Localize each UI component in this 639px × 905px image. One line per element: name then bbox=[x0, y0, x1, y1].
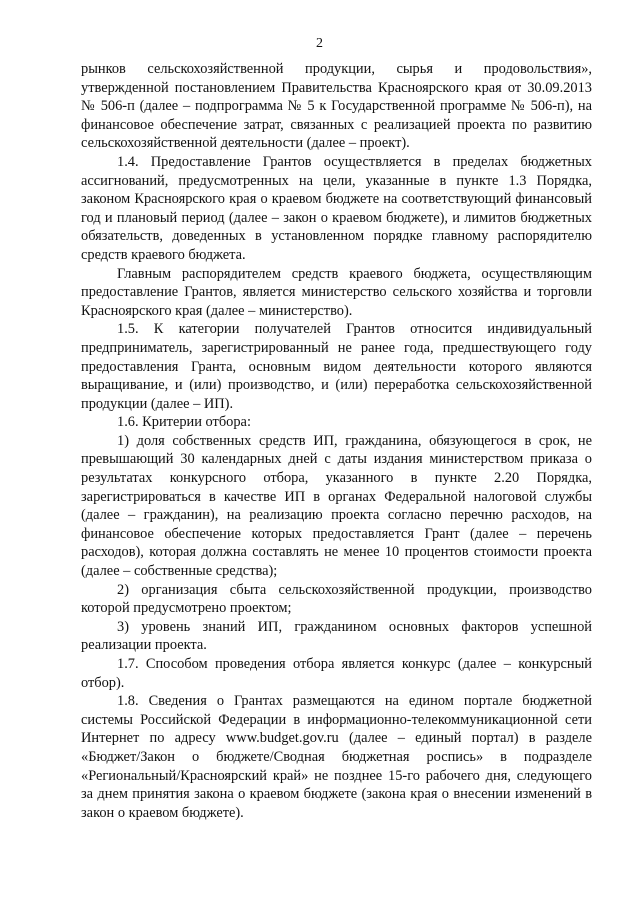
document-body bbox=[81, 60, 592, 822]
page-number: 2 bbox=[316, 36, 323, 51]
paragraph-1-7: 1.7. Способом проведения отбора является конкурс (далее – конкурсный отбор). bbox=[81, 656, 592, 691]
criterion-1: 1) доля собственных средств ИП, гражданина, обязующегося в срок, не превышающий 30 календарных дней с даты издания министерством приказа о результатах конкурсного отбора, указанного в пункте 2.20 Порядка, зарегистрироваться в качестве ИП в органах Федеральной налоговой службы (далее – гражданин), на реализацию проекта согласно перечню расходов, на финансовое обеспечение которых предоставляется Грант (далее – перечень расходов), которая должна составлять не менее 10 процентов стоимости проекта (далее – собственные средства); bbox=[81, 432, 592, 580]
paragraph-1-5: 1.5. К категории получателей Грантов относится индивидуальный предприниматель, зарегистрированный не ранее года, предшествующего году предоставления Гранта, основным видом деятельности которого являются выращивание, и (или) производство, и (или) переработка сельскохозяйственной продукции (далее – ИП). bbox=[81, 321, 592, 412]
paragraph-main-administrator: Главным распорядителем средств краевого бюджета, осуществляющим предоставление Грантов, является министерство сельского хозяйства и торговли Красноярского края (далее – министерство). bbox=[81, 265, 592, 319]
paragraph-1-6: 1.6. Критерии отбора: bbox=[117, 414, 251, 431]
paragraph-subprogram-continuation: рынков сельскохозяйственной продукции, сырья и продовольствия», утвержденной постановлением Правительства Красноярского края от 30.09.2013 № 506-п (далее – подпрограмма № 5 к Государственной программе № 506-п), на финансовое обеспечение затрат, связанных с реализацией проекта по развитию сельскохозяйственной деятельности (далее – проект). bbox=[81, 61, 592, 152]
paragraph-1-8: 1.8. Сведения о Грантах размещаются на едином портале бюджетной системы Российской Федерации в информационно-телекоммуникационной сети Интернет по адресу www.budget.gov.ru (далее – единый портал) в разделе «Бюджет/Закон о бюджете/Сводная бюджетная роспись» в подразделе «Региональный/Красноярский край» не позднее 15-го рабочего дня, следующего за днем принятия закона о краевом бюджете (закона края о внесении изменений в закон о краевом бюджете). bbox=[81, 693, 592, 821]
paragraph-1-4: 1.4. Предоставление Грантов осуществляется в пределах бюджетных ассигнований, предусмотренных на цели, указанные в пункте 1.3 Порядка, законом Красноярского края о краевом бюджете на соответствующий финансовый год и плановый период (далее – закон о краевом бюджете), и лимитов бюджетных обязательств, доведенных в установленном порядке главному распорядителю средств краевого бюджета. bbox=[81, 153, 592, 263]
criterion-3: 3) уровень знаний ИП, гражданином основных факторов успешной реализации проекта. bbox=[81, 618, 592, 654]
criterion-2: 2) организация сбыта сельскохозяйственной продукции, производство которой предусмотрено проектом; bbox=[81, 581, 592, 617]
